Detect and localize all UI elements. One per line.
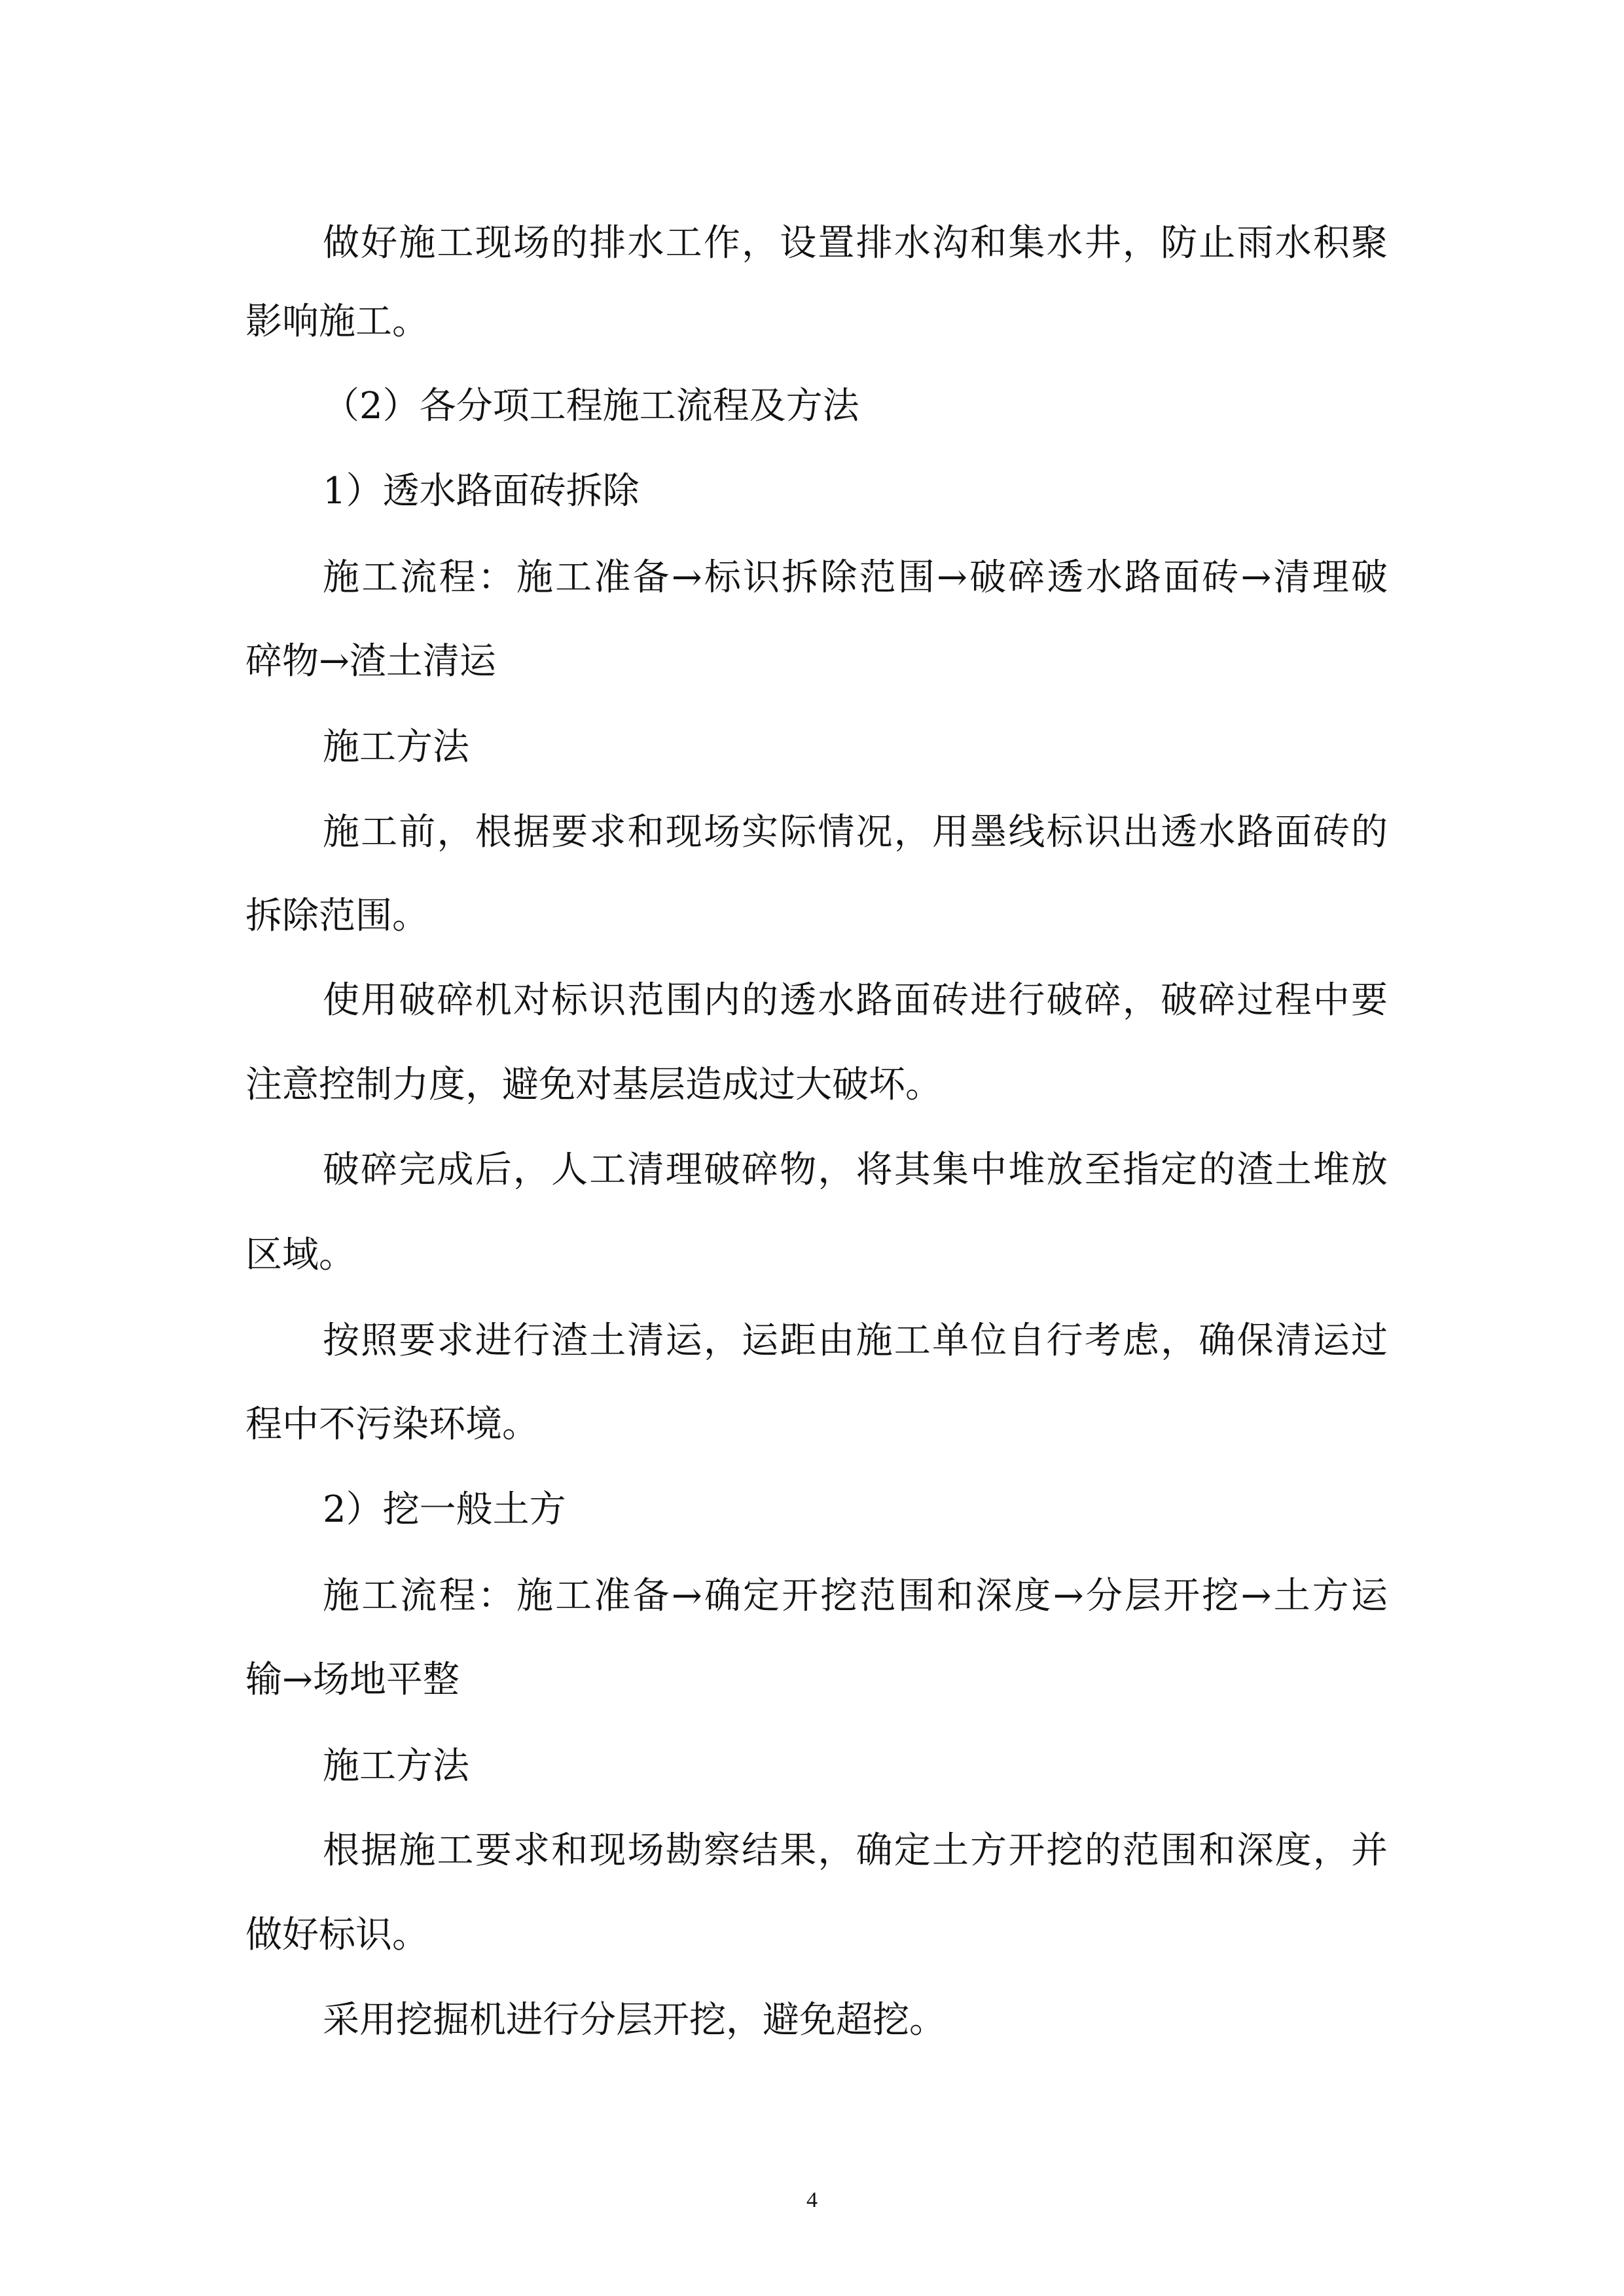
paragraph-cleanup-line-2: 区域。 xyxy=(245,1234,355,1276)
paragraph-cleanup-line-1: 破碎完成后，人工清理破碎物，将其集中堆放至指定的渣土堆放 xyxy=(323,1149,1388,1191)
paragraph-excavation-scope-line-2: 做好标识。 xyxy=(245,1914,429,1956)
process-flow-2-line-2: 输→场地平整 xyxy=(245,1659,460,1701)
paragraph-transport-line-2: 程中不污染环境。 xyxy=(245,1403,539,1446)
process-flow-1-line-1: 施工流程：施工准备→标识拆除范围→破碎透水路面砖→清理破 xyxy=(323,556,1388,599)
page-number: 4 xyxy=(806,2188,818,2212)
subheading-2: 2）挖一般土方 xyxy=(323,1488,566,1531)
paragraph-excavation-scope-line-1: 根据施工要求和现场勘察结果，确定土方开挖的范围和深度，并 xyxy=(323,1829,1388,1872)
paragraph-layered-excavation: 采用挖掘机进行分层开挖，避免超挖。 xyxy=(323,1999,946,2041)
process-flow-1-line-2: 碎物→渣土清运 xyxy=(245,640,496,683)
method-heading-2: 施工方法 xyxy=(323,1745,469,1787)
paragraph-marking-line-2: 拆除范围。 xyxy=(245,895,429,937)
paragraph-transport-line-1: 按照要求进行渣土清运，运距由施工单位自行考虑，确保清运过 xyxy=(323,1319,1388,1362)
method-heading-1: 施工方法 xyxy=(323,726,469,768)
paragraph-marking-line-1: 施工前，根据要求和现场实际情况，用墨线标识出透水路面砖的 xyxy=(323,811,1388,853)
paragraph-drainage-line-2: 影响施工。 xyxy=(245,300,429,343)
process-flow-2-line-1: 施工流程：施工准备→确定开挖范围和深度→分层开挖→土方运 xyxy=(323,1575,1388,1617)
paragraph-crushing-line-1: 使用破碎机对标识范围内的透水路面砖进行破碎，破碎过程中要 xyxy=(323,979,1388,1022)
section-heading-2: （2）各分项工程施工流程及方法 xyxy=(323,385,859,427)
paragraph-crushing-line-2: 注意控制力度，避免对基层造成过大破坏。 xyxy=(245,1064,942,1106)
paragraph-drainage-line-1: 做好施工现场的排水工作，设置排水沟和集水井，防止雨水积聚 xyxy=(323,222,1388,264)
subheading-1: 1）透水路面砖拆除 xyxy=(323,470,640,512)
